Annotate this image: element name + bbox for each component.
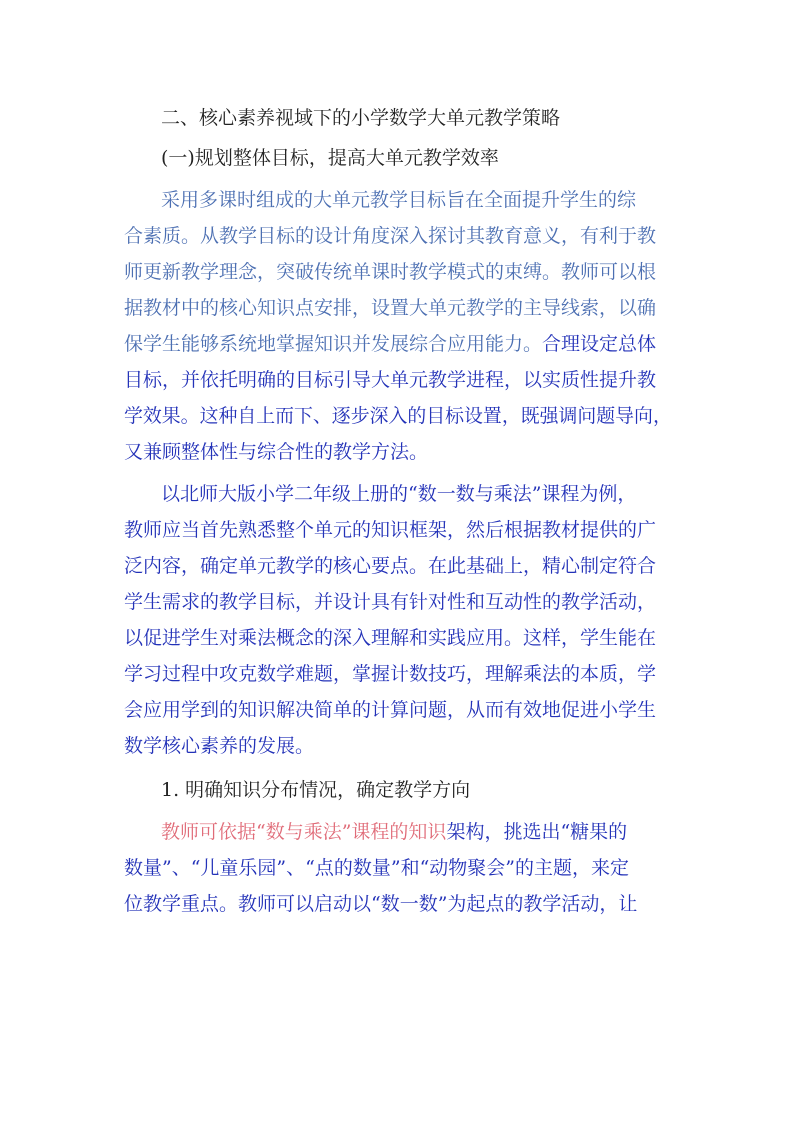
paragraph-1-line: 师更新教学理念，突破传统单课时教学模式的束缚。教师可以根 xyxy=(124,261,657,283)
paragraph-2-line: 会应用学到的知识解决简单的计算问题，从而有效地促进小学生 xyxy=(124,699,657,721)
paragraph-3-line: 位教学重点。教师可以启动以“数一数”为起点的教学活动，让 xyxy=(124,893,638,915)
paragraph-2-line: 教师应当首先熟悉整个单元的知识框架，然后根据教材提供的广 xyxy=(124,519,657,541)
paragraph-1-line: 据教材中的核心知识点安排，设置大单元教学的主导线索，以确 xyxy=(124,297,657,319)
paragraph-2-line: 以促进学生对乘法概念的深入理解和实践应用。这样，学生能在 xyxy=(124,627,657,649)
paragraph-1-line xyxy=(124,332,656,356)
paragraph-1-segment: 保学生能够系统地掌握知识并发展综合应用能力。 xyxy=(124,333,543,355)
paragraph-2-line: 学生需求的教学目标，并设计具有针对性和互动性的教学活动， xyxy=(124,591,657,613)
paragraph-2-line: 以北师大版小学二年级上册的“数一数与乘法”课程为例， xyxy=(161,483,637,505)
paragraph-2-line: 学习过程中攻克数学难题，掌握计数技巧，理解乘法的本质，学 xyxy=(124,663,657,685)
paragraph-2-line: 数学核心素养的发展。 xyxy=(124,735,315,757)
subsection-heading: (一)规划整体目标，提高大单元教学效率 xyxy=(161,147,499,169)
paragraph-1-line: 目标，并依托明确的目标引导大单元教学进程，以实质性提升教 xyxy=(124,369,657,391)
paragraph-3-segment: 教师可依据“数与乘法”课程的知识 xyxy=(161,821,447,843)
paragraph-3-line xyxy=(161,820,627,844)
paragraph-1-line: 又兼顾整体性与综合性的教学方法。 xyxy=(124,441,429,463)
paragraph-1-segment: 合理设定总体 xyxy=(542,333,657,355)
paragraph-2-line: 泛内容，确定单元教学的核心要点。在此基础上，精心制定符合 xyxy=(124,555,657,577)
paragraph-3-line: 数量”、“儿童乐园”、“点的数量”和“动物聚会”的主题，来定 xyxy=(124,857,629,879)
paragraph-1-line: 学效果。这种自上而下、逐步深入的目标设置，既强调问题导向， xyxy=(124,405,672,427)
paragraph-1-line: 合素质。从教学目标的设计角度深入探讨其教育意义，有利于教 xyxy=(124,225,657,247)
subheading-1: 1. 明确知识分布情况，确定教学方向 xyxy=(161,779,471,801)
paragraph-1-line: 采用多课时组成的大单元教学目标旨在全面提升学生的综 xyxy=(161,189,637,211)
paragraph-3-segment: 架构，挑选出“糖果的 xyxy=(446,821,628,843)
section-heading: 二、核心素养视域下的小学数学大单元教学策略 xyxy=(161,107,561,129)
